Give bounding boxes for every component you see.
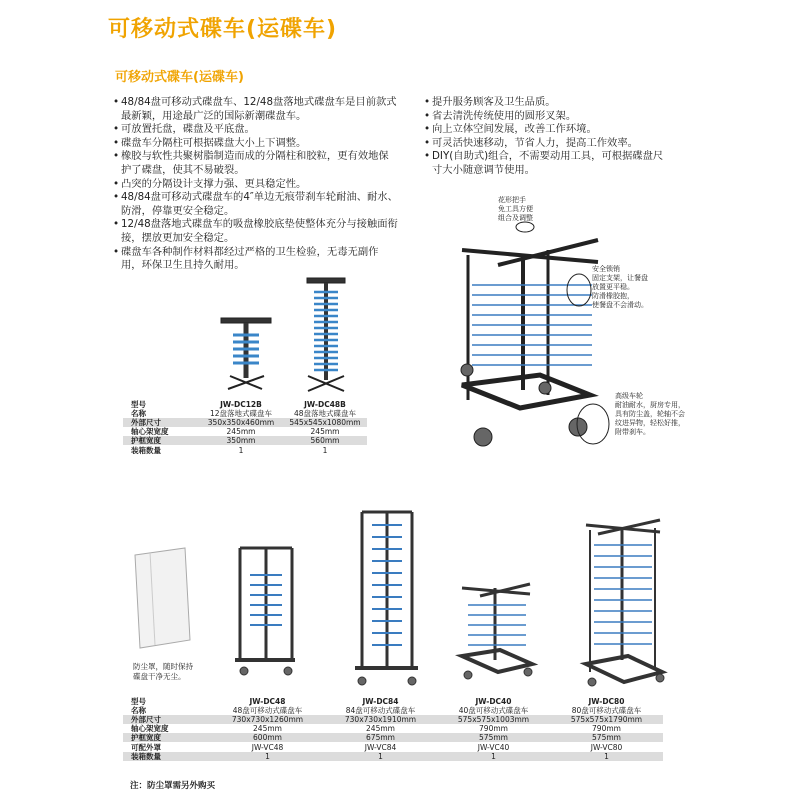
feature-item: • 提升服务顾客及卫生品质。: [424, 96, 669, 110]
table-row: 装箱数量 1 1 1 1: [123, 752, 663, 761]
lock-callout: [567, 274, 591, 306]
dust-cover-image: [135, 548, 190, 648]
feature-item: • 12/48盘落地式碟盘车的吸盘橡胶底垫使整体充分与接触面衔接，摆放更加安全稳定。: [113, 218, 398, 245]
feature-item: • 可灵活快速移动，节省人力，提高工作效率。: [424, 137, 669, 151]
table-row: 名称 12盘落地式碟盘车 48盘落地式碟盘车: [123, 409, 367, 418]
table-row: 护框宽度 600mm 675mm 575mm 575mm: [123, 733, 663, 742]
page-title: 可移动式碟车(运碟车): [108, 17, 338, 42]
table-row: 型号 JW-DC12B JW-DC48B: [123, 400, 367, 409]
feature-item: • 48/84盘可移动式碟盘车的4″单边无痕带刹车轮耐油、耐水、防滑，停靠更安全稳定。: [113, 191, 398, 218]
dc84-image: [355, 512, 418, 685]
handle-note: 花形把手 免工具方便 组合及调整: [498, 196, 533, 222]
dust-cover-note: 防尘罩，随时保持 碟盘干净无尘。: [133, 662, 193, 681]
dc12b-image: [221, 318, 271, 389]
dc40-image: [462, 584, 532, 679]
table-row: 型号 JW-DC48 JW-DC84 JW-DC40 JW-DC80: [123, 697, 663, 706]
table-row: 可配外罩 JW-VC48 JW-VC84 JW-VC40 JW-VC80: [123, 742, 663, 751]
dc80-image: [586, 520, 664, 686]
handle-callout: [516, 222, 534, 232]
feature-item: • 向上立体空间发展，改善工作环境。: [424, 123, 669, 137]
feature-item: • 碟盘车各种制作材料都经过严格的卫生检验，无毒无副作用，环保卫生且持久耐用。: [113, 246, 398, 273]
feature-item: • 碟盘车分隔柱可根据碟盘大小上下调整。: [113, 137, 398, 151]
feature-item: • DIY(自助式)组合，不需要动用工具，可根据碟盘尺寸大小随意调节使用。: [424, 150, 669, 177]
spec-table-large: [123, 697, 663, 761]
wheel-note: 高级车轮 耐油耐水，厨房专用， 具有防尘盖，轮轴不会 纹进异物，轻松好推， 附带刹车。: [615, 392, 685, 436]
footnote: 注：防尘罩需另外购买: [130, 781, 216, 791]
feature-item: • 48/84盘可移动式碟盘车、12/48盘落地式碟盘车是目前款式最新颖，用途最广泛的国际新潮碟盘车。: [113, 96, 398, 123]
table-row: 轴心架宽度 245mm 245mm: [123, 427, 367, 436]
feature-item: • 省去清洗传统使用的圆形叉架。: [424, 110, 669, 124]
spec-table-small: [123, 400, 367, 455]
table-row: 外部尺寸 350x350x460mm 545x545x1080mm: [123, 418, 367, 427]
dc48-image: [235, 548, 295, 675]
section-subtitle: 可移动式碟车(运碟车): [115, 70, 244, 85]
table-row: 名称 48盘可移动式碟盘车 84盘可移动式碟盘车 40盘可移动式碟盘车 80盘可移动式碟盘车: [123, 706, 663, 715]
feature-item: • 可放置托盘，碟盘及平底盘。: [113, 123, 398, 137]
feature-item: • 凸突的分隔设计支撑力强、更具稳定性。: [113, 178, 398, 192]
feature-item: • 橡胶与软性共聚树脂制造而成的分隔柱和胶粒，更有效地保护了碟盘，使其不易破裂。: [113, 150, 398, 177]
lock-note: 安全锁销 固定支架，让餐盘 放置更平稳。 防滑橡胶抱， 使餐盘不会滑动。: [592, 265, 648, 309]
table-row: 装箱数量 1 1: [123, 445, 367, 454]
large-cart-image: [461, 240, 598, 446]
table-row: 轴心架宽度 245mm 245mm 790mm 790mm: [123, 724, 663, 733]
table-row: 护框宽度 350mm 560mm: [123, 436, 367, 445]
table-row: 外部尺寸 730x730x1260mm 730x730x1910mm 575x575x1003mm 575x575x1790mm: [123, 715, 663, 724]
dc48b-image: [307, 278, 345, 391]
